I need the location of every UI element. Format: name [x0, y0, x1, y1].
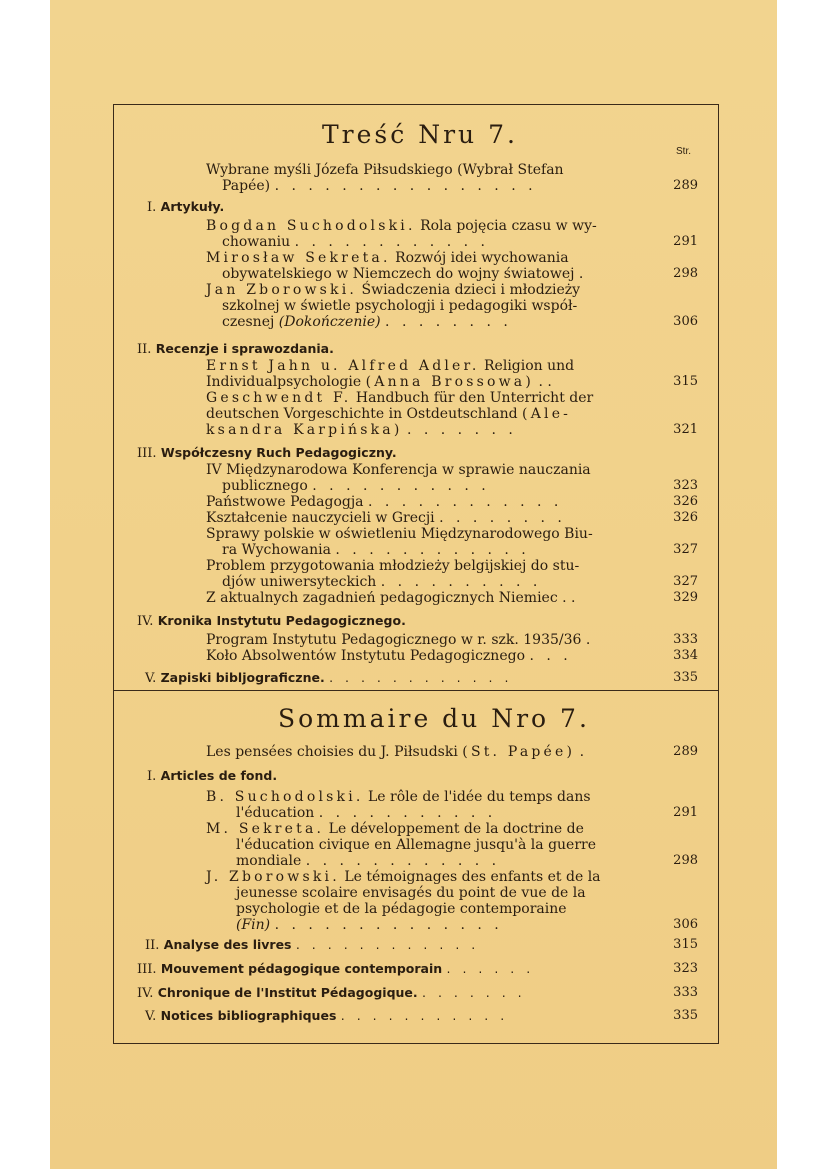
- ruch-page: 327: [673, 574, 698, 589]
- ruch-line: Z aktualnych zagadnień pedagogicznych Niemiec . .: [206, 590, 576, 606]
- review-page: 315: [673, 374, 698, 389]
- sommaire-section-page: 323: [673, 961, 698, 976]
- ruch-page: 323: [673, 478, 698, 493]
- article-line: Mirosław Sekreta. Rozwój idei wychowania: [206, 250, 569, 266]
- tresc-title: Treść Nru 7.: [322, 120, 518, 149]
- article-page: 306: [673, 314, 698, 329]
- intro-line-2: Papée) . . . . . . . . . . . . . . . .: [222, 178, 537, 194]
- ruch-line: Kształcenie nauczycieli w Grecji . . . . . . . .: [206, 510, 566, 526]
- kronika-line: Koło Absolwentów Instytutu Pedagogicznego . . .: [206, 648, 572, 664]
- sommaire-article-line: jeunesse scolaire envisagés du point de vue de la: [236, 885, 586, 901]
- article-line: czesnej (Dokończenie) . . . . . . . .: [222, 314, 512, 330]
- sommaire-article-line: M. Sekreta. Le développement de la doctrine de: [206, 821, 584, 837]
- review-line: Ernst Jahn u. Alfred Adler. Religion und: [206, 358, 575, 374]
- section-page: 335: [673, 670, 698, 685]
- section-heading: II. Recenzje i sprawozdania.: [137, 341, 334, 357]
- sommaire-article-line: mondiale . . . . . . . . . . . .: [236, 853, 501, 869]
- article-line: Bogdan Suchodolski. Rola pojęcia czasu w wy-: [206, 218, 597, 234]
- section-divider: [113, 690, 719, 691]
- sommaire-article-line: (Fin) . . . . . . . . . . . . . .: [236, 917, 503, 933]
- sommaire-article-line: psychologie et de la pédagogie contemporaine: [236, 901, 567, 917]
- intro-page: 289: [673, 178, 698, 193]
- sommaire-section-page: 335: [673, 1008, 698, 1023]
- ruch-line: publicznego . . . . . . . . . . .: [222, 478, 490, 494]
- ruch-line: Problem przygotowania młodzieży belgijskiej do stu-: [206, 558, 580, 574]
- review-line: deutschen Vorgeschichte in Ostdeutschland (Ale-: [206, 406, 572, 422]
- kronika-line: Program Instytutu Pedagogicznego w r. szk. 1935/36 .: [206, 632, 591, 648]
- section-heading: I. Artykuły.: [147, 199, 225, 215]
- article-line: chowaniu . . . . . . . . . . . .: [222, 234, 489, 250]
- sommaire-section: II. Analyse des livres . . . . . . . . . . . .: [145, 937, 480, 953]
- review-page: 321: [673, 422, 698, 437]
- section-heading: IV. Kronika Instytutu Pedagogicznego.: [137, 613, 406, 629]
- sommaire-article-page: 306: [673, 917, 698, 932]
- article-line: szkolnej w świetle psychologji i pedagogiki współ-: [222, 298, 578, 314]
- ruch-line: ra Wychowania . . . . . . . . . . . .: [222, 542, 530, 558]
- article-page: 291: [673, 234, 698, 249]
- ruch-page: 326: [673, 510, 698, 525]
- intro-line-1: Wybrane myśli Józefa Piłsudskiego (Wybrał Stefan: [206, 162, 564, 178]
- sommaire-article-page: 291: [673, 805, 698, 820]
- section-heading: V. Zapiski bibljograficzne. . . . . . . . . . . . .: [145, 670, 513, 686]
- sommaire-article-line: l'éducation civique en Allemagne jusqu'à la guerre: [236, 837, 597, 853]
- section-heading: III. Współczesny Ruch Pedagogiczny.: [137, 445, 397, 461]
- sommaire-section: III. Mouvement pédagogique contemporain . . . . . .: [137, 961, 535, 977]
- sommaire-title: Sommaire du Nro 7.: [278, 704, 590, 733]
- sommaire-article-line: J. Zborowski. Le témoignages des enfants et de la: [206, 869, 601, 885]
- ruch-page: 326: [673, 494, 698, 509]
- ruch-line: Państwowe Pedagogja . . . . . . . . . . . .: [206, 494, 563, 510]
- str-label: Str.: [676, 146, 692, 157]
- sommaire-section: IV. Chronique de l'Institut Pédagogique. . . . . . . .: [137, 985, 526, 1001]
- article-line: obywatelskiego w Niemczech do wojny światowej .: [222, 266, 584, 282]
- article-page: 298: [673, 266, 698, 281]
- kronika-page: 334: [673, 648, 698, 663]
- sommaire-section: V. Notices bibliographiques . . . . . . . . . . .: [145, 1008, 509, 1024]
- sommaire-article-page: 298: [673, 853, 698, 868]
- kronika-page: 333: [673, 632, 698, 647]
- sommaire-section: I. Articles de fond.: [147, 768, 278, 784]
- article-line: Jan Zborowski. Świadczenia dzieci i młodzieży: [206, 282, 581, 298]
- sommaire-article-line: B. Suchodolski. Le rôle de l'idée du temps dans: [206, 789, 591, 805]
- review-line: ksandra Karpińska) . . . . . . .: [206, 422, 517, 438]
- review-line: Geschwendt F. Handbuch für den Unterricht der: [206, 390, 594, 406]
- ruch-page: 327: [673, 542, 698, 557]
- ruch-line: IV Międzynarodowa Konferencja w sprawie nauczania: [206, 462, 591, 478]
- sommaire-section-page: 333: [673, 985, 698, 1000]
- sommaire-intro: Les pensées choisies du J. Piłsudski (St. Papée) .: [206, 744, 585, 760]
- ruch-line: Sprawy polskie w oświetleniu Międzynarodowego Biu-: [206, 526, 593, 542]
- sommaire-section-page: 315: [673, 937, 698, 952]
- sommaire-article-line: l'éducation . . . . . . . . . . .: [236, 805, 497, 821]
- ruch-page: 329: [673, 590, 698, 605]
- ruch-line: djów uniwersyteckich . . . . . . . . . .: [222, 574, 542, 590]
- review-line: Individualpsychologie (Anna Brossowa) . .: [206, 374, 552, 390]
- sommaire-intro-page: 289: [673, 744, 698, 759]
